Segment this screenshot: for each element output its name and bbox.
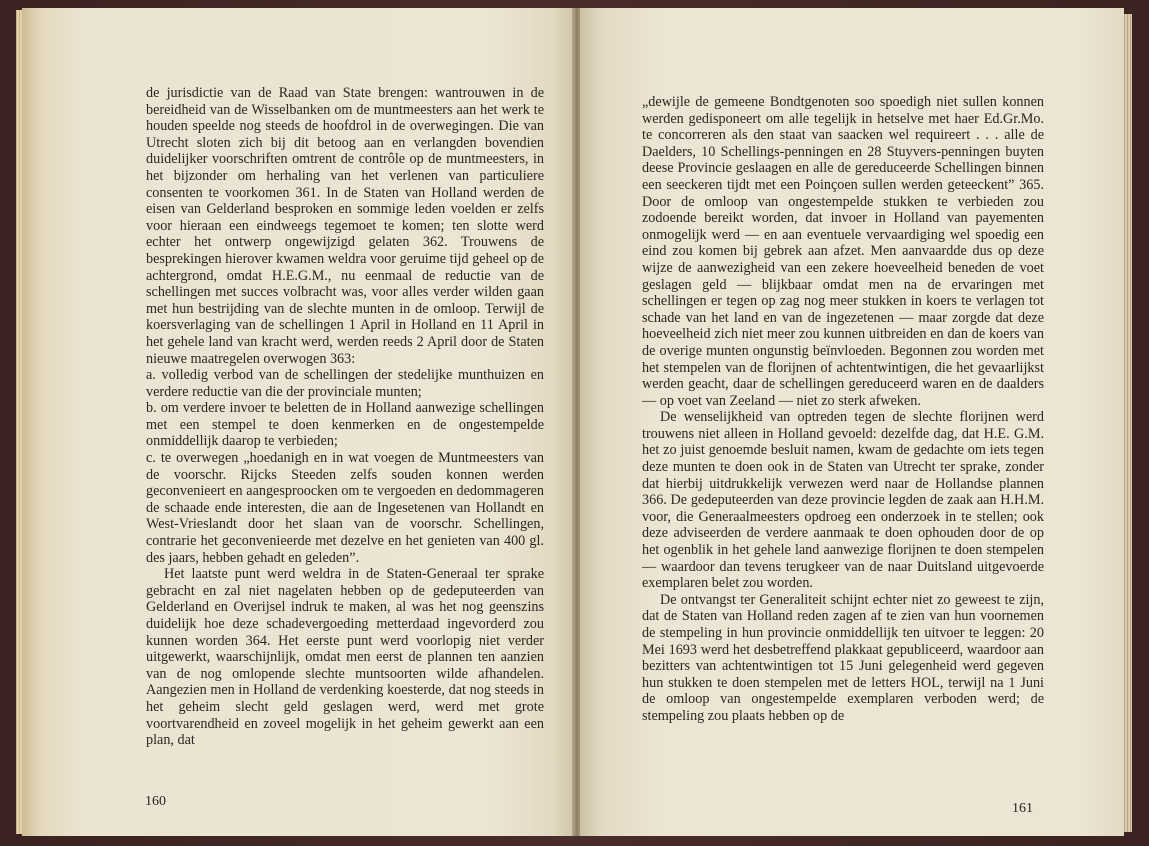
left-page-text <box>146 85 544 749</box>
left-page <box>22 8 574 836</box>
list-item-a: a. volledig verbod van de schellingen der stedelijke munthuizen en verdere reductie van die der provinciale munten; <box>146 367 544 400</box>
page-number: 160 <box>145 794 166 809</box>
list-item-b: b. om verdere invoer te beletten de in Holland aanwezige schellingen met een stempel te doen kenmerken en de ongestempelde onmiddellijk daarop te verbieden; <box>146 400 544 450</box>
right-page <box>580 8 1124 836</box>
page-edges-right <box>1124 14 1132 832</box>
paragraph: De wenselijkheid van optreden tegen de slechte florijnen werd trouwens niet alleen in Holland gevoeld: dezelfde dag, dat H.E. G.M. het zo juist genoemde besluit namen, kwam de gedachte om iets tegen deze munten te doen ook in de Staten van Utrecht ter sprake, zonder dat hierbij uitdrukkelijk verwezen werd naar de Hollandse plannen 366. De gedeputeerden van deze provincie legden de zaak aan H.H.M. voor, die Generaalmeesters opdroeg een onderzoek in te stellen; ook deze adviseerden de verdere aanmaak te doen ophouden door de op het ogenblik in het gehele land aanwezige florijnen te doen stempelen — waardoor dan tevens terugkeer van de naar Duitsland uitgevoerde exemplaren belet zou worden. <box>642 409 1044 592</box>
paragraph: De ontvangst ter Generaliteit schijnt echter niet zo geweest te zijn, dat de Staten van Holland reden zagen af te zien van hun voornemen de stempeling in hun provincie onmiddellijk ten uitvoer te leggen: 20 Mei 1693 werd het desbetreffend plakkaat gepubliceerd, waardoor aan bezitters van achtentwintigen tot 15 Juni gelegenheid werd gegeven hun stukken te doen stempelen met de letters HOL, terwijl na 1 Juni de omloop van ongestempelde exemplaren verboden werd; de stempeling zou plaats hebben op de <box>642 591 1044 724</box>
right-page-text <box>642 94 1044 725</box>
paragraph: „dewijle de gemeene Bondtgenoten soo spoedigh niet sullen konnen werden gedisponeert om alle tegelijk in hetselve met haer Ed.Gr.Mo. te concorreren als den staat van saacken wel requireert . . . alle de Daelders, 10 Schellings-penningen en 28 Stuyvers-penningen buyten deese Provincie geslaagen en alle de gereduceerde Schellingen binnen een seeckeren tijdt met een Poinçoen sullen werden geteeckent” 365. Door de omloop van ongestempelde stukken te verbieden zou zodoende bereikt worden, dat invoer in Holland van payementen onmogelijk werd — en aan eventuele vervaardiging wel spoedig een eind zou komen bij gebrek aan afzet. Men aanvaardde dus op deze wijze de aanwezigheid van een zekere hoeveelheid beneden de voet geslagen geld — blijkbaar omdat men na de ervaringen met schellingen er tegen op zag nog meer stukken in koers te verlagen tot schade van het land en van de ingezetenen — maar zorgde dat deze hoeveelheid zich niet meer zou kunnen uitbreiden en dan de koers van de overige munten ongunstig beïnvloeden. Begonnen zou worden met het stempelen van de florijnen of achtentwintigen, die het gevaarlijkst werden geacht, daar de schellingen gereduceerd waren en de daalders — op voet van Zeeland — niet zo sterk afweken. <box>642 94 1044 409</box>
paragraph: Het laatste punt werd weldra in de Staten-Generaal ter sprake gebracht en zal niet nagelaten hebben op de gedeputeerden van Gelderland en Overijsel indruk te maken, al was het nog geenszins duidelijk hoe deze schadevergoeding metterdaad ingevorderd zou kunnen worden 364. Het eerste punt werd voorlopig niet verder uitgewerkt, waarschijnlijk, omdat men eerst de plannen ten aanzien van de nog omlopende slechte muntsoorten wilde afhandelen. Aangezien men in Holland de verdenking koesterde, dat nog steeds in het geheim slecht geld geslagen werd, werd met grote voortvarendheid en zoveel mogelijk in het geheim gewerkt aan een plan, dat <box>146 566 544 749</box>
page-number: 161 <box>1012 801 1033 816</box>
list-item-c: c. te overwegen „hoedanigh en in wat voegen de Muntmeesters van de voorschr. Rijcks Steeden zelfs souden konnen werden geconvenieert en aangesproocken om te vergoeden en dedommageren de schaade ende interesten, die aan de Ingesetenen van Hollandt en West-Vrieslandt door het slaan van de voorschr. Schellingen, contrarie het geconvenieerde met dezelve en het genieten van 400 gl. des jaars, hebben gehadt en geleden”. <box>146 450 544 566</box>
paragraph: de jurisdictie van de Raad van State brengen: wantrouwen in de bereidheid van de Wisselbanken om de muntmeesters aan het werk te houden speelde nog steeds de hoofdrol in de overwegingen. Die van Utrecht sloten zich bij dit betoog aan en verlangden bovendien duidelijker voorschriften omtrent de contrôle op de muntmeesters, in het bijzonder om herhaling van het verlenen van particuliere consenten te voorkomen 361. In de Staten van Holland werden de eisen van Gelderland besproken en sommige leden voelden er zelfs voor hieraan een eindweegs tegemoet te komen; ten slotte werd echter het ontwerp ongewijzigd gelaten 362. Trouwens de besprekingen hierover kwamen weldra voor geruime tijd geheel op de achtergrond, omdat H.E.G.M., nu eenmaal de reductie van de schellingen met succes volbracht was, voor alles verder wilden gaan met hun bestrijding van de slechte munten in de omloop. Terwijl de koersverlaging van de schellingen 1 April in Holland en 11 April in het gehele land van kracht werd, werden reeds 2 April door de Staten nieuwe maatregelen overwogen 363: <box>146 85 544 367</box>
